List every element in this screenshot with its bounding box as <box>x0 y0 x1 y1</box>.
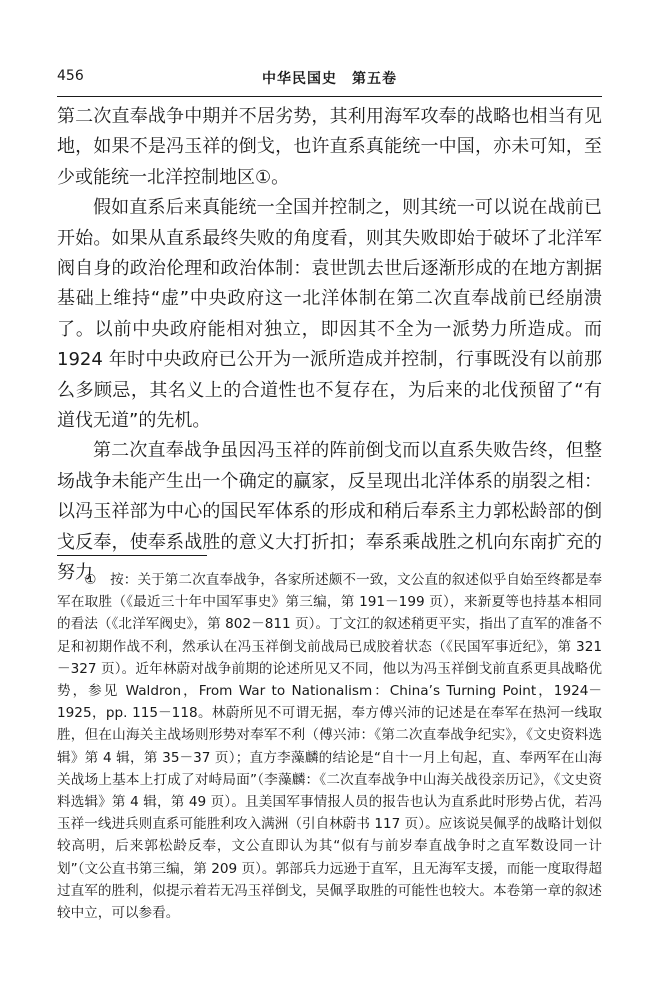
footnote-text: ① 按：关于第二次直奉战争，各家所述颇不一致，文公直的叙述似乎自始至终都是奉军在取胜（《最近三十年中国军事史》第三编，第 191－199 页），来新夏等也持基本相同的看法（《北洋军阀史》，第 802－811 页）。丁文江的叙述稍更平实，指出了直军的准备不足和初期作战不利，然承认在冯玉祥倒戈前战局已成胶着状态（《民国军事近纪》，第 321－327 页）。近年林蔚对战争前期的论述所见又不同，他以为冯玉祥倒戈前直系更具战略优势，参见 Waldron，From War to Nationalism：China’s Turning Point，1924－1925，pp. 115－118。林蔚所见不可谓无据，奉方傅兴沛的记述是在奉军在热河一线取胜，但在山海关主战场则形势对奉军不利（傅兴沛：《第二次直奉战争纪实》，《文史资料选辑》第 4 辑，第 35－37 页）；直方李藻麟的结论是“自十一月上旬起，直、奉两军在山海关战场上基本上打成了对峙局面”（李藻麟：《二次直奉战争中山海关战役亲历记》，《文史资料选辑》第 4 辑，第 49 页）。且美国军事情报人员的报告也认为直系此时形势占优，若冯玉祥一线进兵则直系可能胜利攻入满洲（引自林蔚书 117 页）。应该说吴佩孚的战略计划似较高明，后来郭松龄反奉，文公直即认为其“似有与前岁奉直战争时之直军数设同一计划”（文公直书第三编，第 209 页）。郭部兵力远逊于直军，且无海军支援，而能一度取得超过直军的胜利，似提示着若无冯玉祥倒戈，吴佩孚取胜的可能性也较大。本卷第一章的叙述较中立，可以参看。 <box>57 572 602 922</box>
paragraph: 第二次直奉战争中期并不居劣势，其利用海军攻奉的战略也相当有见地，如果不是冯玉祥的倒戈，也许直系真能统一中国，亦未可知，至少或能统一北洋控制地区①。 <box>57 106 602 188</box>
paragraph: 第二次直奉战争虽因冯玉祥的阵前倒戈而以直系失败告终，但整场战争未能产生出一个确定的赢家，反呈现出北洋体系的崩裂之相：以冯玉祥部为中心的国民军体系的形成和稍后奉系主力郭松龄部的倒戈反奉，使奉系战胜的意义大打折扣；奉系乘战胜之机向东南扩充的努力 <box>57 440 602 584</box>
page-number: 456 <box>57 68 84 84</box>
page-header <box>57 68 602 92</box>
footnote-rule <box>57 555 207 556</box>
running-title: 中华民国史 第五卷 <box>262 71 397 87</box>
main-text <box>57 102 602 589</box>
footnote <box>57 569 602 924</box>
paragraph: 假如直系后来真能统一全国并控制之，则其统一可以说在战前已开始。如果从直系最终失败的角度看，则其失败即始于破坏了北洋军阀自身的政治伦理和政治体制：袁世凯去世后逐渐形成的在地方割据基础上维持“虚”中央政府这一北洋体制在第二次直奉战前已经崩溃了。以前中央政府能相对独立，即因其不全为一派势力所造成。而 1924 年时中央政府已公开为一派所造成并控制，行事既没有以前那么多顾忌，其名义上的合道性也不复存在，为后来的北伐预留了“有道伐无道”的先机。 <box>57 197 602 432</box>
header-rule <box>57 96 602 97</box>
